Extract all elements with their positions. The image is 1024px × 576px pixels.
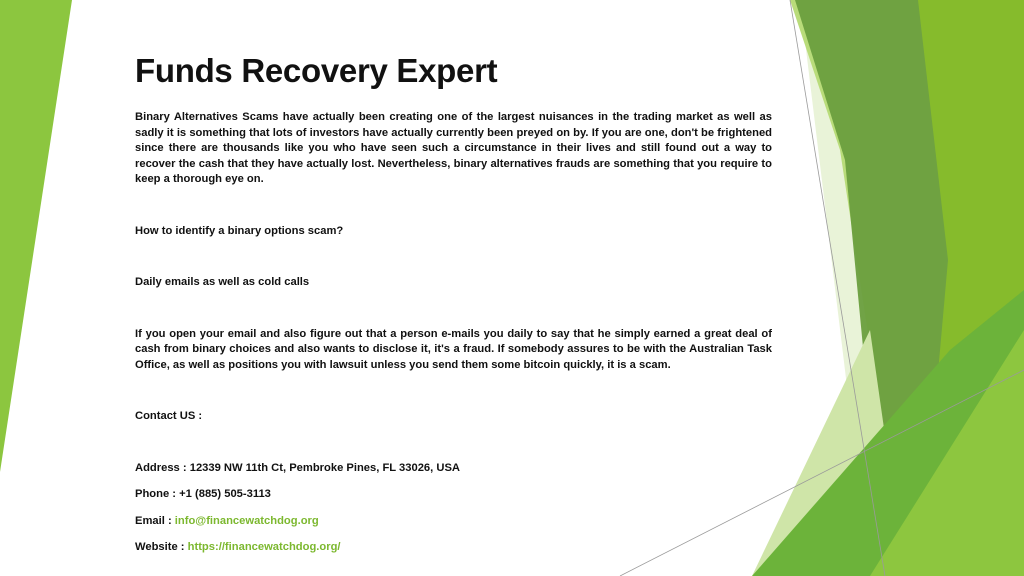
contact-heading: Contact US : [135, 410, 203, 422]
phone-line [135, 487, 772, 503]
website-line [135, 540, 772, 556]
website-link[interactable]: https://financewatchdog.org/ [187, 541, 341, 553]
website-label: Website : [135, 541, 188, 553]
subheading: Daily emails as well as cold calls [135, 276, 310, 288]
phone-label: Phone : [135, 488, 180, 500]
address-label: Address : [135, 461, 190, 474]
intro-paragraph: Binary Alternatives Scams have actually been creating one of the largest nuisances in the trading market as well as sadly it is something that lots of investors have actually currently been preyed on by. If you are one, don't be frightened since there are thousands like you who have seen such a circumstance in their lives and still found out a way to recover the cash that they have actually lost. Nevertheless, binary alternatives frauds are something that you require to keep a thorough eye on. [135, 111, 772, 185]
slide-title: Funds Recovery Expert [135, 52, 498, 89]
left-green-sliver [0, 0, 72, 472]
body-paragraph: If you open your email and also figure out that a person e-mails you daily to say that he simply earned a great deal of cash from binary choices and also wants to disclose it, it's a fraud. If somebody assures to be with the Australian Task Office, as well as positions you with lawsuit unless you send them some bitcoin quickly, it is a scam. [135, 327, 772, 371]
question-heading: How to identify a binary options scam? [135, 224, 344, 237]
email-label: Email : [135, 514, 175, 527]
address-line [135, 461, 772, 477]
address-value: 12339 NW 11th Ct, Pembroke Pines, FL 33026, USA [189, 461, 460, 474]
phone-value: +1 (885) 505-3113 [179, 488, 271, 500]
slide-content [135, 52, 772, 556]
email-line [135, 514, 772, 530]
email-link[interactable]: info@financewatchdog.org [174, 514, 319, 527]
